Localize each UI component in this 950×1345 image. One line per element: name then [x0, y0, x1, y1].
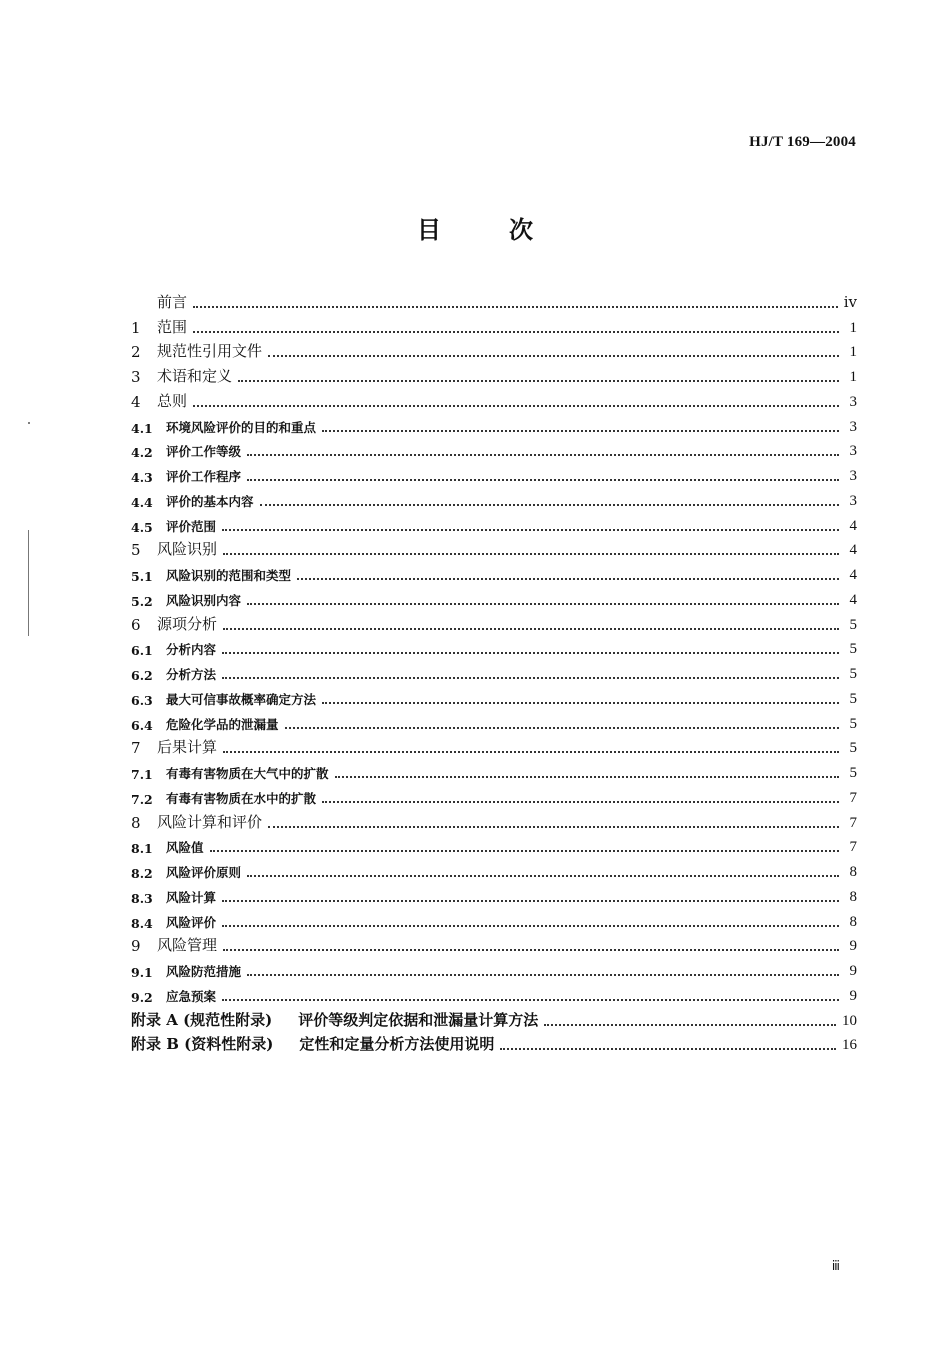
dot-leader: [247, 454, 839, 456]
toc-entry-number: 7: [131, 739, 141, 758]
toc-entry[interactable]: [131, 461, 857, 486]
toc-entry-label: 风险评价原则: [166, 865, 242, 880]
dot-leader: [222, 529, 839, 531]
toc-entry-page: 5: [849, 715, 857, 732]
toc-entry[interactable]: [131, 783, 857, 808]
toc-entry-label: 定性和定量分析方法使用说明: [299, 1035, 495, 1054]
toc-entry-number: 6.1: [131, 643, 153, 659]
toc-entry-page: 4: [849, 567, 857, 583]
toc-entry-page: 9: [849, 987, 857, 1004]
toc-entry[interactable]: [131, 536, 857, 561]
toc-entry[interactable]: [131, 635, 857, 660]
toc-entry-label: 应急预案: [166, 988, 217, 1004]
toc-entry-label: 最大可信事故概率确定方法: [166, 691, 317, 707]
toc-entry-page: 5: [849, 765, 857, 781]
toc-entry-label: 有毒有害物质在水中的扩散: [166, 790, 317, 806]
toc-entry-number: 9.2: [131, 989, 153, 1005]
toc-entry-number: 4.5: [131, 519, 153, 535]
toc-entry-label: 评价等级判定依据和泄漏量计算方法: [298, 1010, 539, 1029]
toc-entry-label: 评价工作等级: [166, 444, 242, 460]
toc-entry-page: 5: [849, 666, 857, 682]
toc-entry-number: 8.3: [131, 890, 153, 906]
document-code: HJ/T 169—2004: [749, 134, 856, 150]
toc-entry[interactable]: [131, 932, 857, 957]
toc-entry[interactable]: [131, 734, 857, 759]
toc-entry-page: 5: [849, 690, 857, 707]
toc-entry-page: 16: [842, 1037, 857, 1054]
toc-entry-page: 8: [849, 888, 857, 905]
toc-entry[interactable]: [131, 288, 857, 313]
toc-entry-number: 4.2: [131, 445, 153, 461]
toc-entry-label: 分析内容: [166, 642, 217, 658]
toc-entry-number: 6.2: [131, 668, 153, 683]
dot-leader: [210, 850, 839, 852]
toc-entry-page: 8: [849, 864, 857, 880]
toc-entry-page: 10: [842, 1012, 857, 1029]
toc-entry-page: 4: [849, 542, 857, 559]
toc-entry[interactable]: [131, 313, 857, 338]
toc-entry-page: 4: [849, 591, 857, 608]
toc-entry-label: 范围: [157, 317, 188, 336]
dot-leader: [193, 405, 839, 407]
toc-entry-label: 评价的基本内容: [166, 493, 254, 509]
toc-entry[interactable]: [131, 486, 857, 511]
dot-leader: [335, 776, 839, 778]
toc-entry-label: 规范性引用文件: [157, 342, 263, 361]
toc-entry[interactable]: [131, 511, 857, 536]
toc-entry[interactable]: [131, 362, 857, 387]
toc-entry-number: 8.4: [131, 915, 153, 931]
toc-title-char-1: 目: [417, 215, 441, 244]
toc-entry[interactable]: [131, 833, 857, 858]
toc-entry-page: 4: [849, 517, 857, 534]
toc-entry-label: 源项分析: [157, 614, 218, 633]
toc-entry-number: 5.1: [131, 569, 153, 584]
toc-entry[interactable]: [131, 1006, 857, 1031]
page-number: ⅲ: [831, 1258, 840, 1273]
toc-entry-label: 风险评价: [166, 914, 217, 930]
toc-entry-category: 附录 B (资料性附录): [131, 1035, 274, 1054]
toc-entry-number: 8: [131, 813, 141, 832]
toc-entry-page: 8: [849, 913, 857, 930]
margin-mark: [28, 422, 30, 424]
toc-entry-page: 5: [849, 641, 857, 658]
dot-leader: [322, 801, 839, 803]
toc-entry-page: 3: [849, 492, 857, 509]
dot-leader: [223, 628, 839, 630]
dot-leader: [268, 355, 839, 357]
dot-leader: [238, 380, 839, 382]
toc-entry-label: 评价工作程序: [166, 469, 242, 484]
toc-entry-page: 1: [849, 369, 857, 385]
toc-entry-number: 7.1: [131, 767, 153, 782]
toc-entry-category: 附录 A (规范性附录): [131, 1010, 273, 1029]
toc-entry-page: 7: [849, 789, 857, 806]
toc-entry[interactable]: [131, 387, 857, 412]
toc-title: [0, 210, 950, 245]
toc-entry-page: 9: [849, 938, 857, 955]
toc-entry-number: 6.3: [131, 692, 153, 708]
dot-leader: [222, 925, 839, 927]
toc-entry-page: 5: [849, 740, 857, 757]
toc-entry[interactable]: [131, 709, 857, 734]
table-of-contents: [131, 288, 857, 1055]
dot-leader: [222, 677, 839, 679]
toc-entry-label: 风险识别的范围和类型: [166, 568, 292, 583]
toc-entry-number: 5: [131, 541, 141, 560]
dot-leader: [222, 999, 839, 1001]
toc-entry-label: 风险防范措施: [166, 964, 242, 979]
toc-entry-number: 5.2: [131, 593, 153, 609]
dot-leader: [268, 826, 839, 828]
toc-entry[interactable]: [131, 659, 857, 684]
toc-entry-label: 风险计算: [166, 889, 217, 905]
toc-entry-number: 9.1: [131, 965, 153, 980]
dot-leader: [322, 702, 839, 704]
margin-line: [28, 530, 29, 636]
toc-entry-number: 4.3: [131, 470, 153, 485]
toc-entry[interactable]: [131, 808, 857, 833]
toc-entry-number: 1: [131, 318, 141, 337]
dot-leader: [247, 479, 839, 481]
dot-leader: [500, 1048, 836, 1050]
toc-entry[interactable]: [131, 412, 857, 437]
toc-entry-number: 3: [131, 368, 141, 386]
dot-leader: [223, 949, 839, 951]
toc-entry[interactable]: [131, 437, 857, 462]
dot-leader: [222, 652, 839, 654]
toc-entry-page: 9: [849, 963, 857, 979]
toc-entry[interactable]: [131, 585, 857, 610]
toc-entry[interactable]: [131, 338, 857, 363]
toc-entry[interactable]: [131, 857, 857, 882]
toc-entry-number: 8.2: [131, 866, 153, 881]
toc-entry-number: 8.1: [131, 841, 153, 857]
toc-entry-label: 风险识别内容: [166, 592, 242, 608]
toc-entry-label: 后果计算: [157, 738, 218, 757]
toc-entry-page: 3: [849, 443, 857, 460]
toc-entry[interactable]: [131, 981, 857, 1006]
toc-entry-page: ⅳ: [843, 294, 857, 311]
toc-entry-label: 有毒有害物质在大气中的扩散: [166, 766, 329, 781]
toc-entry-number: 4.1: [131, 420, 153, 436]
toc-entry-label: 总则: [157, 391, 188, 410]
toc-entry[interactable]: [131, 610, 857, 635]
dot-leader: [223, 553, 839, 555]
toc-entry[interactable]: [131, 882, 857, 907]
toc-entry-label: 危险化学品的泄漏量: [166, 716, 279, 732]
toc-entry-page: 3: [849, 393, 857, 410]
toc-entry-page: 7: [849, 839, 857, 856]
dot-leader: [247, 875, 839, 877]
toc-entry[interactable]: [131, 684, 857, 709]
toc-title-char-2: 次: [509, 215, 533, 244]
dot-leader: [285, 727, 839, 729]
toc-entry-page: 1: [849, 344, 857, 361]
toc-entry-label: 风险管理: [157, 936, 218, 955]
toc-entry-page: 3: [849, 418, 857, 435]
toc-entry-number: 6.4: [131, 717, 153, 733]
toc-entry[interactable]: [131, 907, 857, 932]
toc-entry-page: 7: [849, 814, 857, 831]
toc-entry-label: 风险值: [166, 840, 204, 856]
toc-entry-label: 分析方法: [166, 667, 217, 682]
dot-leader: [544, 1024, 836, 1026]
toc-entry-page: 5: [849, 616, 857, 633]
toc-entry-label: 风险计算和评价: [157, 812, 263, 831]
toc-entry-label: 风险识别: [157, 540, 218, 559]
dot-leader: [193, 306, 838, 308]
dot-leader: [222, 900, 839, 902]
dot-leader: [297, 578, 839, 580]
toc-entry[interactable]: [131, 956, 857, 981]
toc-entry[interactable]: [131, 758, 857, 783]
dot-leader: [260, 504, 839, 506]
toc-entry-number: 9: [131, 937, 141, 956]
toc-entry[interactable]: [131, 560, 857, 585]
toc-entry-page: 1: [849, 319, 857, 336]
toc-entry[interactable]: [131, 1031, 857, 1056]
toc-entry-page: 3: [849, 468, 857, 484]
dot-leader: [223, 751, 839, 753]
toc-entry-label: 环境风险评价的目的和重点: [166, 419, 317, 435]
toc-entry-number: 2: [131, 343, 141, 362]
toc-entry-label: 术语和定义: [157, 367, 233, 385]
dot-leader: [322, 430, 839, 432]
toc-entry-label: 前言: [157, 292, 188, 311]
toc-entry-number: 7.2: [131, 791, 153, 807]
dot-leader: [247, 974, 839, 976]
toc-entry-number: 4.4: [131, 494, 153, 510]
toc-entry-number: 4: [131, 392, 141, 411]
dot-leader: [193, 331, 839, 333]
toc-entry-label: 评价范围: [166, 518, 217, 534]
dot-leader: [247, 603, 839, 605]
toc-entry-number: 6: [131, 615, 141, 634]
